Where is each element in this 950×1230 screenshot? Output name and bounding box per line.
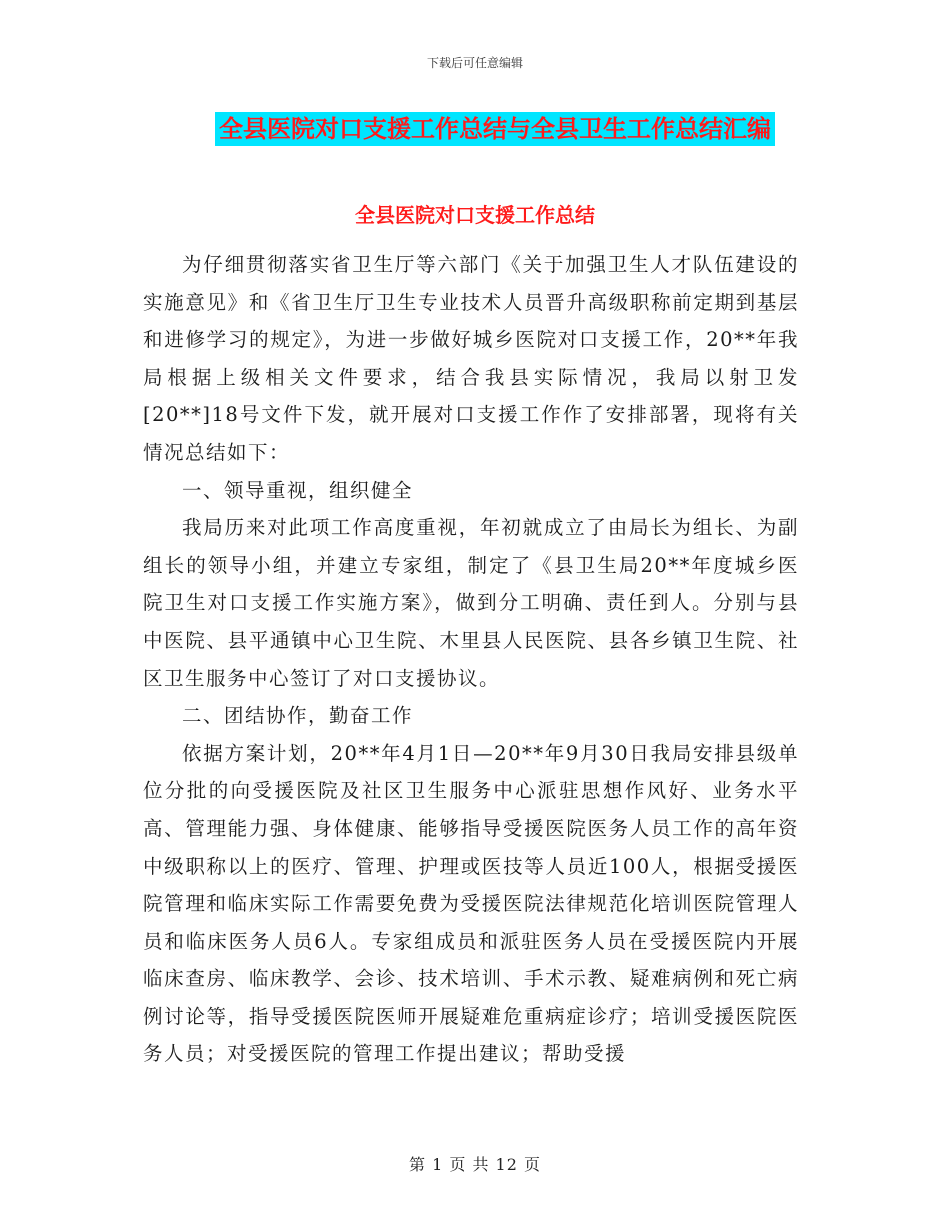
page-header-note: 下载后可任意编辑 [426,56,523,70]
page-number: 第 1 页 共 12 页 [409,1155,541,1174]
document-body [143,246,799,1073]
main-title: 全县医院对口支援工作总结与全县卫生工作总结汇编 [215,112,775,146]
heading-leadership: 一、领导重视，组织健全 [182,478,414,502]
paragraph-leadership: 我局历来对此项工作高度重视，年初就成立了由局长为组长、为副组长的领导小组，并建立专家组，制定了《县卫生局20**年度城乡医院卫生对口支援工作实施方案》，做到分工明确、责任到人。分别与县中医院、县平通镇中心卫生院、木里县人民医院、县各乡镇卫生院、社区卫生服务中心签订了对口支援协议。 [143,516,799,690]
heading-cooperation: 二、团结协作，勤奋工作 [182,704,414,728]
paragraph-cooperation: 依据方案计划，20**年4月1日—20**年9月30日我局安排县级单位分批的向受援医院及社区卫生服务中心派驻思想作风好、业务水平高、管理能力强、身体健康、能够指导受援医院医务人员工作的高年资中级职称以上的医疗、管理、护理或医技等人员近100人，根据受援医院管理和临床实际工作需要免费为受援医院法律规范化培训医院管理人员和临床医务人员6人。专家组成员和派驻医务人员在受援医院内开展临床查房、临床教学、会诊、技术培训、手术示教、疑难病例和死亡病例讨论等，指导受援医院医师开展疑难危重病症诊疗；培训受援医院医务人员；对受援医院的管理工作提出建议；帮助受援 [143,741,799,1066]
section-title: 全县医院对口支援工作总结 [355,203,595,227]
main-title-container [0,112,950,146]
paragraph-intro: 为仔细贯彻落实省卫生厅等六部门《关于加强卫生人才队伍建设的实施意见》和《省卫生厅卫生专业技术人员晋升高级职称前定期到基层和进修学习的规定》，为进一步做好城乡医院对口支援工作，20**年我局根据上级相关文件要求，结合我县实际情况，我局以射卫发[20**]18号文件下发，就开展对口支援工作作了安排部署，现将有关情况总结如下： [143,253,799,464]
